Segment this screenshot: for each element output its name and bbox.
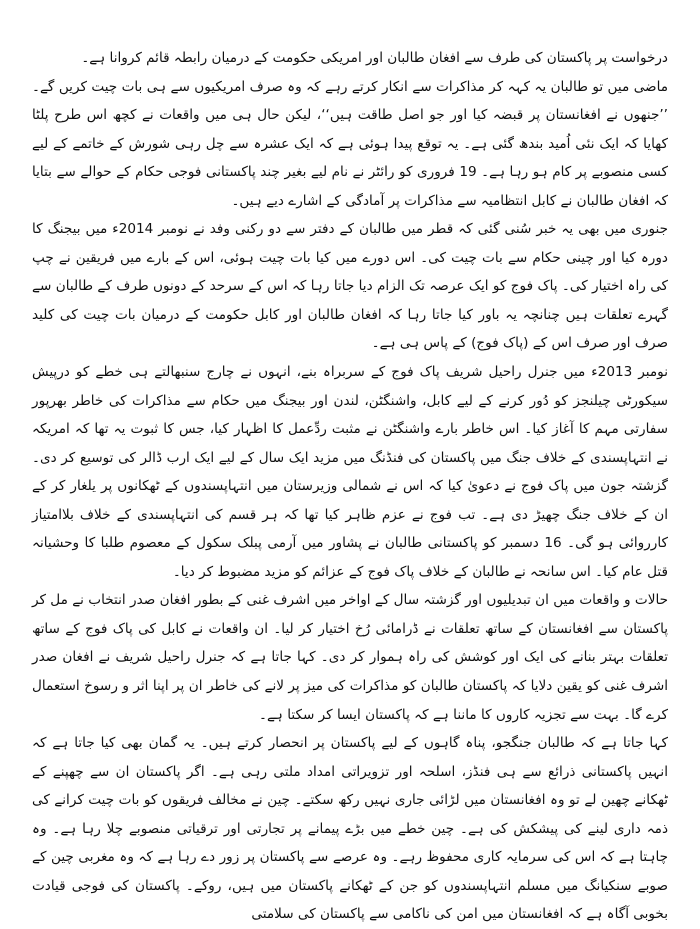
paragraph-1: درخواست پر پاکستان کی طرف سے افغان طالبان اور امریکی حکومت کے درمیان رابطہ قائم کروانا ہے۔ xyxy=(81,50,668,66)
paragraph-4: نومبر 2013ء میں جنرل راحیل شریف پاک فوج کے سربراہ بنے، انہوں نے چارج سنبھالتے ہی خطے کو درپیش سیکورٹی چیلنجز کو دُور کرنے کے لیے کابل، واشنگٹن، لندن اور بیجنگ میں حکام سے مذاکرات کی خاطر بھرپور سفارتی مہم کا آغاز کیا۔ اس خاطر بارے واشنگٹن نے مثبت ردِّعمل کا اظہار کیا، جس کا ثبوت یہ تھا کہ امریکہ نے انتہاپسندی کے خلاف جنگ میں پاکستان کی فنڈنگ میں مزید ایک سال کے لیے ایک ارب ڈالر کی توسیع کر دی۔ گزشتہ جون میں پاک فوج نے دعویٰ کیا کہ اس نے شمالی وزیرستان میں انتہاپسندوں کے ٹھکانوں پر یلغار کر کے ان کے خلاف جنگ چھیڑ دی ہے۔ تب فوج نے عزم ظاہر کیا تھا کہ ہر قسم کی انتہاپسندی کے خلاف بلاامتیاز کارروائی ہو گی۔ 16 دسمبر کو پاکستانی طالبان نے پشاور میں آرمی پبلک سکول کے معصوم طلبا کا وحشیانہ قتل عام کیا۔ اس سانحہ نے طالبان کے خلاف پاک فوج کے عزائم کو مزید مضبوط کر دیا۔ xyxy=(32,364,668,580)
paragraph-3: جنوری میں بھی یہ خبر سُنی گئی کہ قطر میں طالبان کے دفتر سے دو رکنی وفد نے نومبر 2014ء میں بیجنگ کا دورہ کیا اور چینی حکام سے بات چیت کی۔ اس دورے میں کیا بات چیت ہوئی، اس کے بارے میں فریقین نے چپ کی راہ اختیار کی۔ پاک فوج کو ایک عرصہ تک الزام دیا جاتا رہا کہ اس کے سرحد کے دونوں طرف کے طالبان سے گہرے تعلقات ہیں چنانچہ یہ باور کیا جاتا رہا کہ افغان طالبان اور کابل حکومت کے درمیان بات چیت کی کلید صرف اور صرف اس کے (پاک فوج) کے پاس ہی ہے۔ xyxy=(32,221,668,352)
paragraph-5: حالات و واقعات میں ان تبدیلیوں اور گزشتہ سال کے اواخر میں اشرف غنی کے بطور افغان صدر انتخاب نے مل کر پاکستان سے افغانستان کے ساتھ تعلقات نے ڈرامائی رُخ اختیار کر لیا۔ ان واقعات نے کابل کی پاک فوج کے ساتھ تعلقات بہتر بنانے کی ایک اور کوشش کی راہ ہموار کر دی۔ کہا جاتا ہے کہ جنرل راحیل شریف نے افغان صدر اشرف غنی کو یقین دلایا کہ پاکستان طالبان کو مذاکرات کی میز پر لانے کی خاطر ان پر اپنا اثر و رسوخ استعمال کرے گا۔ بہت سے تجزیہ کاروں کا ماننا ہے کہ پاکستان ایسا کر سکتا ہے۔ xyxy=(32,592,668,723)
article-body xyxy=(32,44,668,929)
paragraph-6: کہا جاتا ہے کہ طالبان جنگجو، پناہ گاہوں کے لیے پاکستان پر انحصار کرتے ہیں۔ یہ گمان بھی کیا جاتا ہے کہ انہیں پاکستانی ذرائع سے ہی فنڈز، اسلحہ اور تزویراتی امداد ملتی رہی ہے۔ اگر پاکستان ان سے چھپنے کے ٹھکانے چھین لے تو وہ افغانستان میں لڑائی جاری نہیں رکھ سکتے۔ چین نے مخالف فریقوں کو بات چیت کرانے کی ذمہ داری لینے کی پیشکش کی ہے۔ چین خطے میں بڑے پیمانے پر تجارتی اور ترقیاتی منصوبے چلا رہا ہے۔ وہ چاہتا ہے کہ اس کی سرمایہ کاری محفوظ رہے۔ وہ عرصے سے پاکستان پر زور دے رہا ہے کہ وہ مغربی چین کے صوبے سنکیانگ میں مسلم انتہاپسندوں کو جن کے ٹھکانے پاکستان میں ہیں، روکے۔ پاکستان کی فوجی قیادت بخوبی آگاہ ہے کہ افغانستان میں امن کی ناکامی سے پاکستان کی سلامتی xyxy=(32,735,668,923)
paragraph-2: ماضی میں تو طالبان یہ کہہ کر مذاکرات سے انکار کرتے رہے کہ وہ صرف امریکیوں سے ہی بات چیت کریں گے۔ ’’جنھوں نے افغانستان پر قبضہ کیا اور جو اصل طاقت ہیں‘‘، لیکن حال ہی میں واقعات نے کچھ اس طرح پلٹا کھایا کہ ایک نئی اُمید بندھ گئی ہے۔ یہ توقع پیدا ہوئی ہے کہ ایک عشرہ سے چل رہی شورش کے خاتمے کے لیے کسی منصوبے پر کام ہو رہا ہے۔ 19 فروری کو رائٹر نے نام لیے بغیر چند پاکستانی فوجی حکام کے حوالے سے بتایا کہ افغان طالبان نے کابل انتظامیہ سے مذاکرات پر آمادگی کے اشارے دیے ہیں۔ xyxy=(32,78,668,209)
